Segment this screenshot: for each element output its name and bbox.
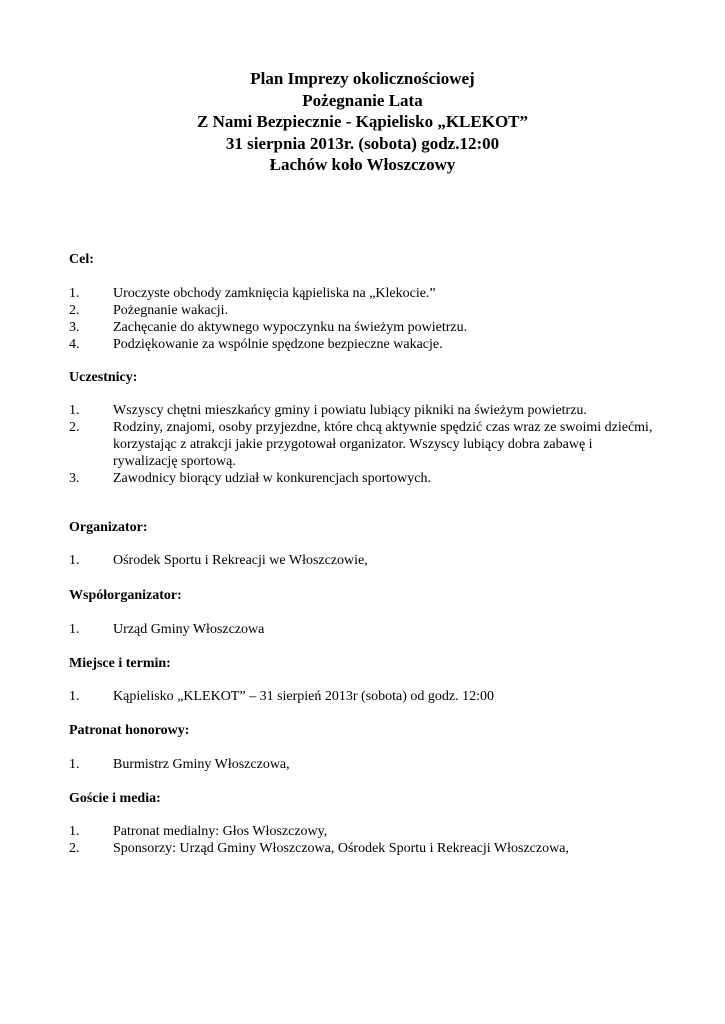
list-item <box>69 419 659 470</box>
list-item-text: Urząd Gminy Włoszczowa <box>113 622 265 637</box>
title-line-location: Łachów koło Włoszczowy <box>269 155 456 174</box>
list-item-text: Zawodnicy biorący udział w konkurencjach sportowych. <box>113 471 432 486</box>
list-item-text: Podziękowanie za wspólnie spędzone bezpieczne wakacje. <box>113 337 443 352</box>
list-item-text: Burmistrz Gminy Włoszczowa, <box>113 757 290 772</box>
list-item-number: 1. <box>69 403 80 418</box>
list-item <box>69 552 659 569</box>
list-item <box>69 756 659 773</box>
section-heading-organizator: Organizator: <box>69 520 148 535</box>
title-line-date: 31 sierpnia 2013r. (sobota) godz.12:00 <box>225 133 500 153</box>
title-line-plan: Plan Imprezy okolicznościowej <box>250 69 475 88</box>
list-item-number: 3. <box>69 320 80 335</box>
list-item <box>69 302 659 319</box>
list-item <box>69 840 659 857</box>
list-item-number: 2. <box>69 420 80 435</box>
list-item-number: 1. <box>69 622 80 637</box>
list-patronat <box>69 756 659 773</box>
section-heading-wspolorganizator: Współorganizator: <box>69 588 182 603</box>
list-item-text: Patronat medialny: Głos Włoszczowy, <box>113 824 328 839</box>
list-item <box>69 470 659 487</box>
list-item-text: Sponsorzy: Urząd Gminy Włoszczowa, Ośrodek Sportu i Rekreacji Włoszczowa, <box>113 841 569 856</box>
title-line-event-name: Pożegnanie Lata <box>302 90 423 110</box>
list-miejsce <box>69 688 659 705</box>
list-wspolorganizator <box>69 621 659 638</box>
list-item <box>69 285 659 302</box>
list-item-text: Zachęcanie do aktywnego wypoczynku na świeżym powietrzu. <box>113 320 468 335</box>
list-goscie <box>69 823 659 857</box>
list-item-number: 1. <box>69 689 80 704</box>
section-heading-cel: Cel: <box>69 252 94 267</box>
list-cel <box>69 285 659 353</box>
list-item-number: 3. <box>69 471 80 486</box>
list-item-text: Wszyscy chętni mieszkańcy gminy i powiatu lubiący pikniki na świeżym powietrzu. <box>113 403 587 418</box>
list-item-number: 1. <box>69 553 80 568</box>
list-item <box>69 402 659 419</box>
list-item-text: Uroczyste obchody zamknięcia kąpieliska na „Klekocie.” <box>113 286 436 301</box>
list-item <box>69 823 659 840</box>
list-item-number: 2. <box>69 303 80 318</box>
list-item <box>69 336 659 353</box>
list-item-number: 1. <box>69 286 80 301</box>
section-heading-goscie: Goście i media: <box>69 791 161 806</box>
section-heading-patronat: Patronat honorowy: <box>69 723 190 738</box>
list-item-number: 1. <box>69 824 80 839</box>
section-heading-uczestnicy: Uczestnicy: <box>69 370 138 385</box>
list-item-number: 4. <box>69 337 80 352</box>
list-item-text: Kąpielisko „KLEKOT” – 31 sierpień 2013r (sobota) od godz. 12:00 <box>113 689 495 704</box>
list-item-text: Pożegnanie wakacji. <box>113 303 229 318</box>
title-line-slogan: Z Nami Bezpiecznie - Kąpielisko „KLEKOT” <box>196 112 529 131</box>
list-uczestnicy <box>69 402 659 487</box>
section-heading-miejsce: Miejsce i termin: <box>69 656 171 671</box>
list-item <box>69 319 659 336</box>
list-item <box>69 688 659 705</box>
list-item-number: 2. <box>69 841 80 856</box>
list-item-text: Ośrodek Sportu i Rekreacji we Włoszczowie, <box>113 553 368 568</box>
list-item-text: Rodziny, znajomi, osoby przyjezdne, które chcą aktywnie spędzić czas wraz ze swoimi dziećmi, korzystając z atrakcji jakie przygotował organizator. Wszyscy lubiący dobra zabawę i rywalizację sportową. <box>113 420 653 469</box>
list-organizator <box>69 552 659 569</box>
document-title <box>0 68 725 176</box>
list-item-number: 1. <box>69 757 80 772</box>
list-item <box>69 621 659 638</box>
